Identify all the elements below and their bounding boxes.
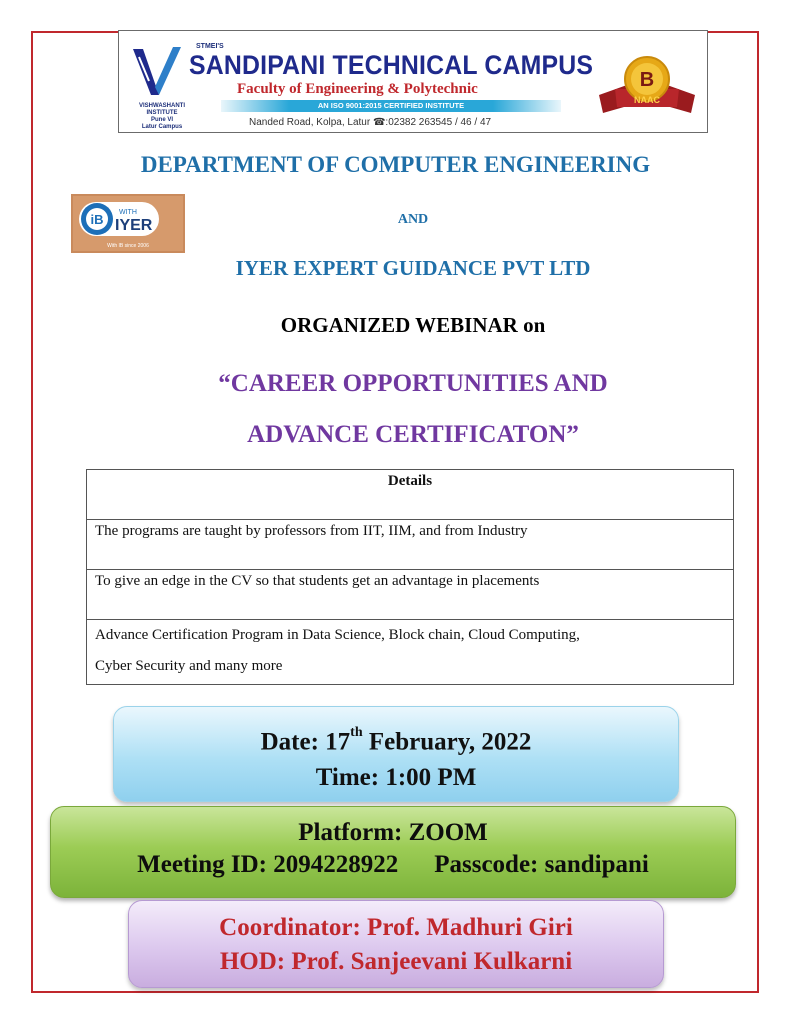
iyer-with: WITH [119, 209, 137, 216]
webinar-topic-line-1: “CAREER OPPORTUNITIES AND [218, 370, 608, 397]
platform-box [50, 806, 736, 898]
department-title: DEPARTMENT OF COMPUTER ENGINEERING [140, 152, 651, 177]
coordinator-line: Coordinator: Prof. Madhuri Giri [219, 914, 573, 941]
campus-name: SANDIPANI TECHNICAL CAMPUS [189, 50, 594, 80]
table-cell [87, 620, 734, 685]
passcode: Passcode: sandipani [434, 851, 649, 878]
logo-caption-line: INSTITUTE [146, 110, 178, 116]
naac-label: NAAC [634, 95, 660, 105]
vishwashanti-logo-icon [129, 43, 187, 105]
stmei-label: STMEI'S [196, 43, 224, 50]
table-cell: To give an edge in the CV so that students get an advantage in placements [87, 570, 734, 620]
faculty-name: Faculty of Engineering & Polytechnic [237, 81, 478, 97]
svg-text:iB: iB [90, 212, 104, 227]
table-row [87, 570, 734, 620]
organized-heading: ORGANIZED WEBINAR on [280, 313, 546, 337]
table-header: Details [87, 470, 734, 520]
table-cell-line: Cyber Security and many more [95, 658, 283, 674]
iyer-tagline: With IB since 2006 [107, 243, 149, 249]
webinar-topic-line-2: ADVANCE CERTIFICATON” [247, 421, 579, 448]
company-name: IYER EXPERT GUIDANCE PVT LTD [235, 256, 591, 280]
iso-strip: AN ISO 9001:2015 CERTIFIED INSTITUTE [221, 100, 561, 112]
schedule-box [113, 706, 679, 802]
and-text: AND [397, 212, 429, 227]
meeting-id: Meeting ID: 2094228922 [137, 851, 399, 878]
table-row [87, 520, 734, 570]
hod-line: HOD: Prof. Sanjeevani Kulkarni [219, 948, 573, 975]
iyer-name: IYER [115, 217, 153, 234]
institute-address: Nanded Road, Kolpa, Latur ☎:02382 263545 / 46 / 47 [249, 117, 492, 128]
table-header-row [87, 470, 734, 520]
logo-caption-line: Pune VI [150, 117, 173, 123]
table-cell-line: Advance Certification Program in Data Science, Block chain, Cloud Computing, [95, 627, 580, 643]
platform-line: Platform: ZOOM [298, 819, 488, 846]
logo-caption [127, 103, 197, 131]
details-table [86, 469, 734, 685]
time-line: Time: 1:00 PM [315, 764, 477, 792]
meeting-line [51, 849, 735, 881]
logo-caption-line: Latur Campus [141, 124, 183, 130]
naac-badge-icon [597, 55, 697, 115]
date-line [114, 719, 678, 760]
date-ordinal: th [350, 725, 363, 740]
date-prefix: Date: 17 [260, 728, 351, 756]
table-row [87, 620, 734, 685]
logo-caption-line: VISHWASHANTI [138, 103, 185, 109]
institute-banner [118, 30, 708, 133]
table-cell: The programs are taught by professors from IIT, IIM, and from Industry [87, 520, 734, 570]
date-suffix: February, 2022 [362, 728, 532, 756]
naac-grade: B [639, 69, 655, 91]
people-box [128, 900, 664, 988]
